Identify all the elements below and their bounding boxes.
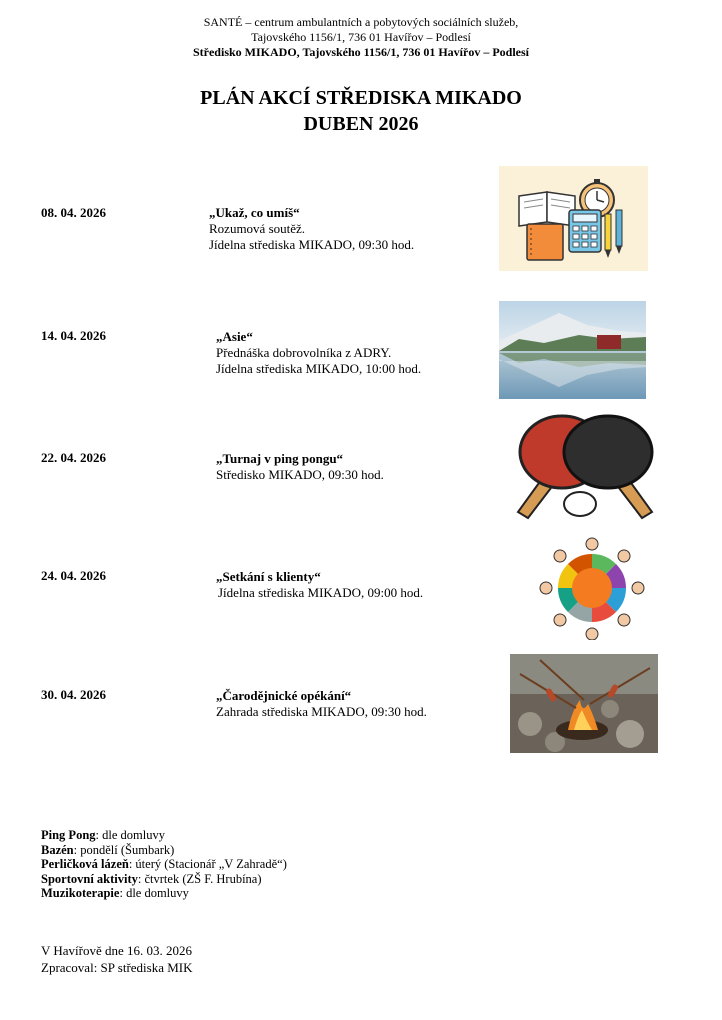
header-line-1: SANTÉ – centrum ambulantních a pobytových sociálních služeb, [203, 15, 519, 29]
event-description: Přednáška dobrovolníka z ADRY. [216, 345, 392, 360]
header-line-3: Středisko MIKADO, Tajovského 1156/1, 736 01 Havířov – Podlesí [192, 45, 530, 59]
title-line-2: DUBEN 2026 [303, 113, 419, 135]
note-item: Bazén: pondělí (Šumbark) [41, 842, 175, 857]
event-location: Zahrada střediska MIKADO, 09:30 hod. [216, 704, 427, 719]
event-details [216, 451, 384, 483]
event-details [216, 688, 427, 720]
mountain-lake-photo [499, 301, 646, 399]
event-location: Jídelna střediska MIKADO, 09:30 hod. [209, 237, 415, 252]
event-name: „Asie“ [216, 329, 253, 344]
event-description: Rozumová soutěž. [209, 221, 306, 236]
note-item: Ping Pong: dle domluvy [41, 828, 165, 842]
event-name: „Ukaž, co umíš“ [209, 205, 300, 220]
event-date: 14. 04. 2026 [41, 328, 106, 343]
footer-author: Zpracoval: SP střediska MIK [41, 960, 193, 975]
footer-date: V Havířově dne 16. 03. 2026 [41, 943, 193, 958]
event-date: 24. 04. 2026 [41, 568, 106, 583]
event-details [216, 329, 421, 377]
note-item: Muzikoterapie: dle domluvy [41, 886, 189, 900]
event-name: „Čarodějnické opékání“ [216, 688, 352, 703]
organization-header [0, 15, 722, 60]
school-supplies-icon [499, 166, 648, 271]
event-date: 22. 04. 2026 [41, 450, 106, 465]
event-location: Středisko MIKADO, 09:30 hod. [216, 467, 384, 482]
regular-activities [41, 828, 287, 901]
event-name: „Setkání s klienty“ [216, 569, 321, 584]
ping-pong-paddles-icon [510, 414, 660, 522]
event-details [216, 569, 423, 601]
event-details [209, 205, 414, 253]
event-location: Jídelna střediska MIKADO, 10:00 hod. [216, 361, 422, 376]
people-circle-icon [524, 536, 660, 640]
event-date: 08. 04. 2026 [41, 205, 106, 220]
title-line-1: PLÁN AKCÍ STŘEDISKA MIKADO [200, 87, 522, 109]
event-location: Jídelna střediska MIKADO, 09:00 hod. [218, 585, 424, 600]
note-item: Sportovní aktivity: čtvrtek (ZŠ F. Hrubína) [41, 871, 262, 886]
note-item: Perličková lázeň: úterý (Stacionář „V Zahradě“) [41, 857, 287, 871]
event-name: „Turnaj v ping pongu“ [216, 451, 344, 466]
page-title [0, 85, 722, 137]
header-line-2: Tajovského 1156/1, 736 01 Havířov – Podlesí [251, 30, 471, 44]
event-date: 30. 04. 2026 [41, 687, 106, 702]
document-footer [41, 942, 193, 976]
campfire-photo [510, 654, 658, 753]
